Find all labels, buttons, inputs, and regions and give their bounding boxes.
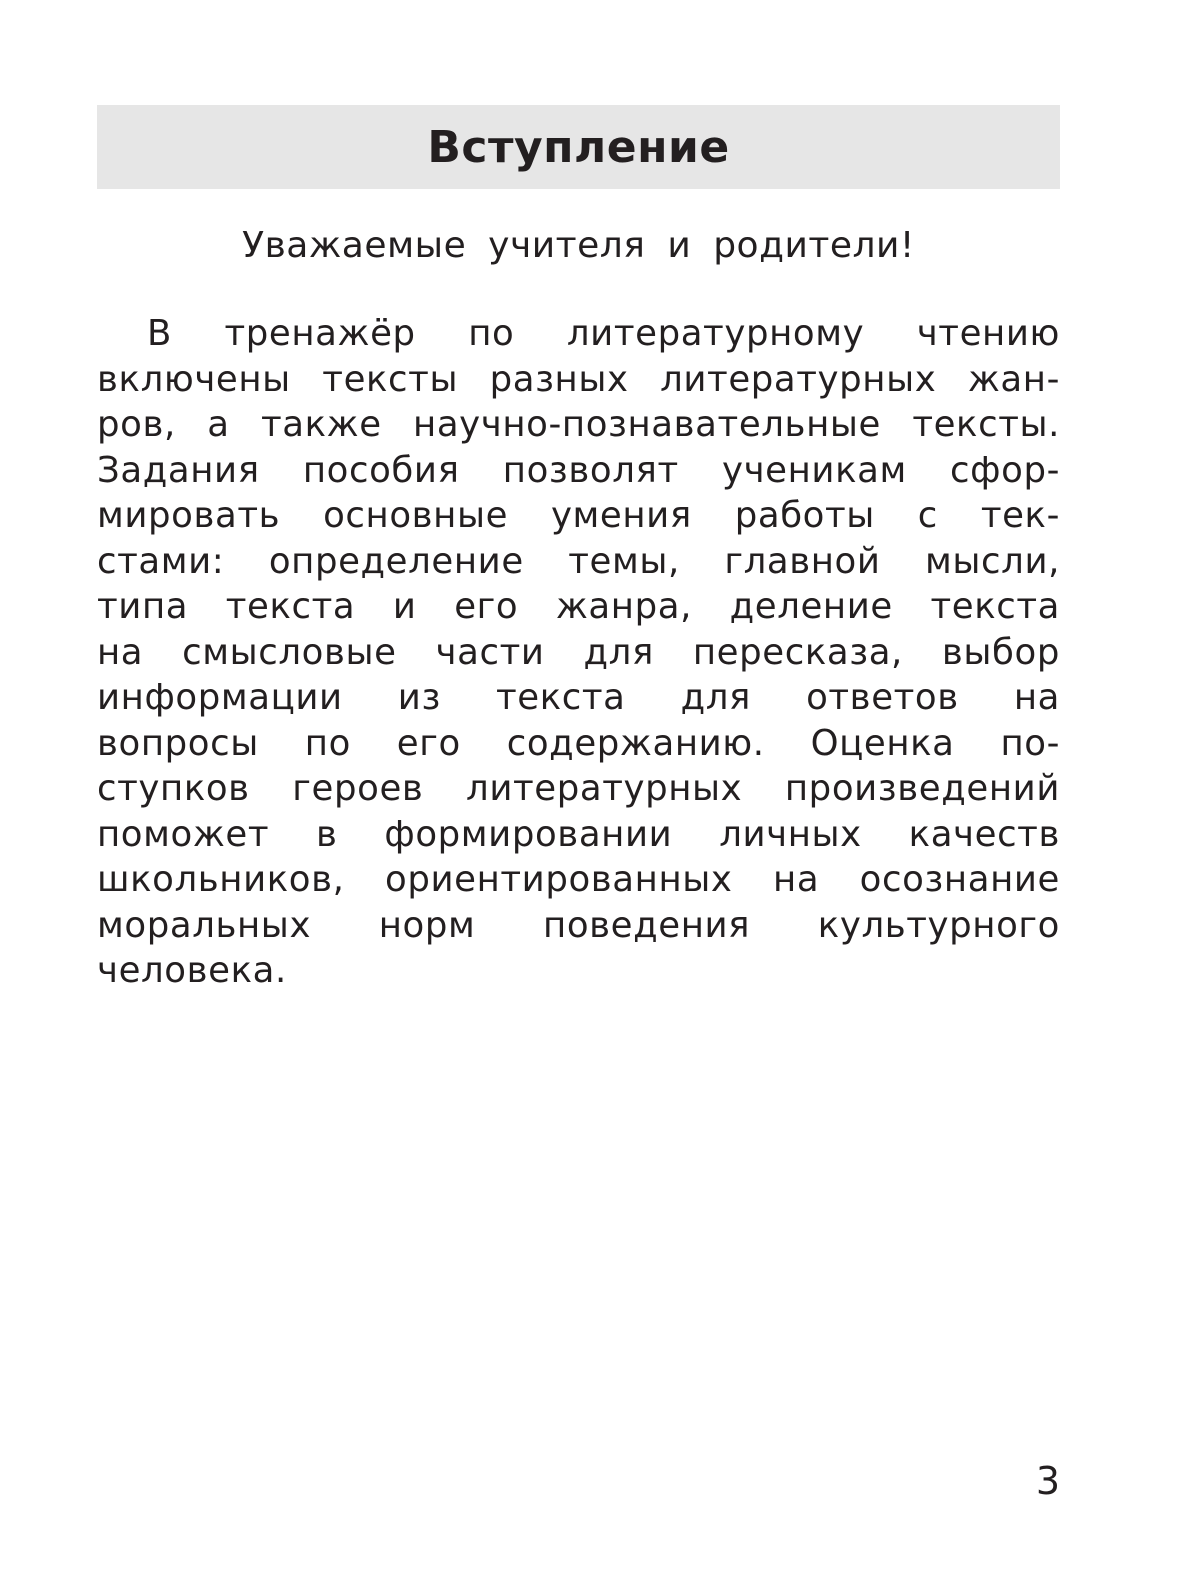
text-line: Задания пособия позволят ученикам сфор- xyxy=(97,449,1060,491)
text-line: школьников, ориентированных на осознание xyxy=(97,859,1060,900)
text-line: включены тексты разных литературных жан- xyxy=(97,358,1060,400)
text-line: стами: определение темы, главной мысли, xyxy=(97,540,1060,582)
text-line: информации из текста для ответов на xyxy=(97,677,1060,718)
text-line: вопросы по его содержанию. Оценка по- xyxy=(97,722,1060,764)
text-line: мировать основные умения работы с тек- xyxy=(97,495,1060,536)
greeting: Уважаемые учителя и родители! xyxy=(242,225,915,266)
body-paragraph xyxy=(97,311,1060,994)
text-line: В тренажёр по литературному чтению xyxy=(147,313,1060,354)
page-number: 3 xyxy=(1035,1459,1060,1503)
page-title: Вступление xyxy=(427,121,730,173)
text-line: на смысловые части для пересказа, выбор xyxy=(97,631,1060,673)
text-line: ров, а также научно-познавательные тексты. xyxy=(97,404,1060,445)
text-line: поможет в формировании личных качеств xyxy=(97,813,1060,855)
title-banner xyxy=(97,105,1060,189)
text-line: типа текста и его жанра, деление текста xyxy=(97,586,1060,627)
text-line: ступков героев литературных произведений xyxy=(97,768,1060,809)
text-line: моральных норм поведения культурного xyxy=(97,904,1060,946)
text-line: человека. xyxy=(97,950,287,991)
